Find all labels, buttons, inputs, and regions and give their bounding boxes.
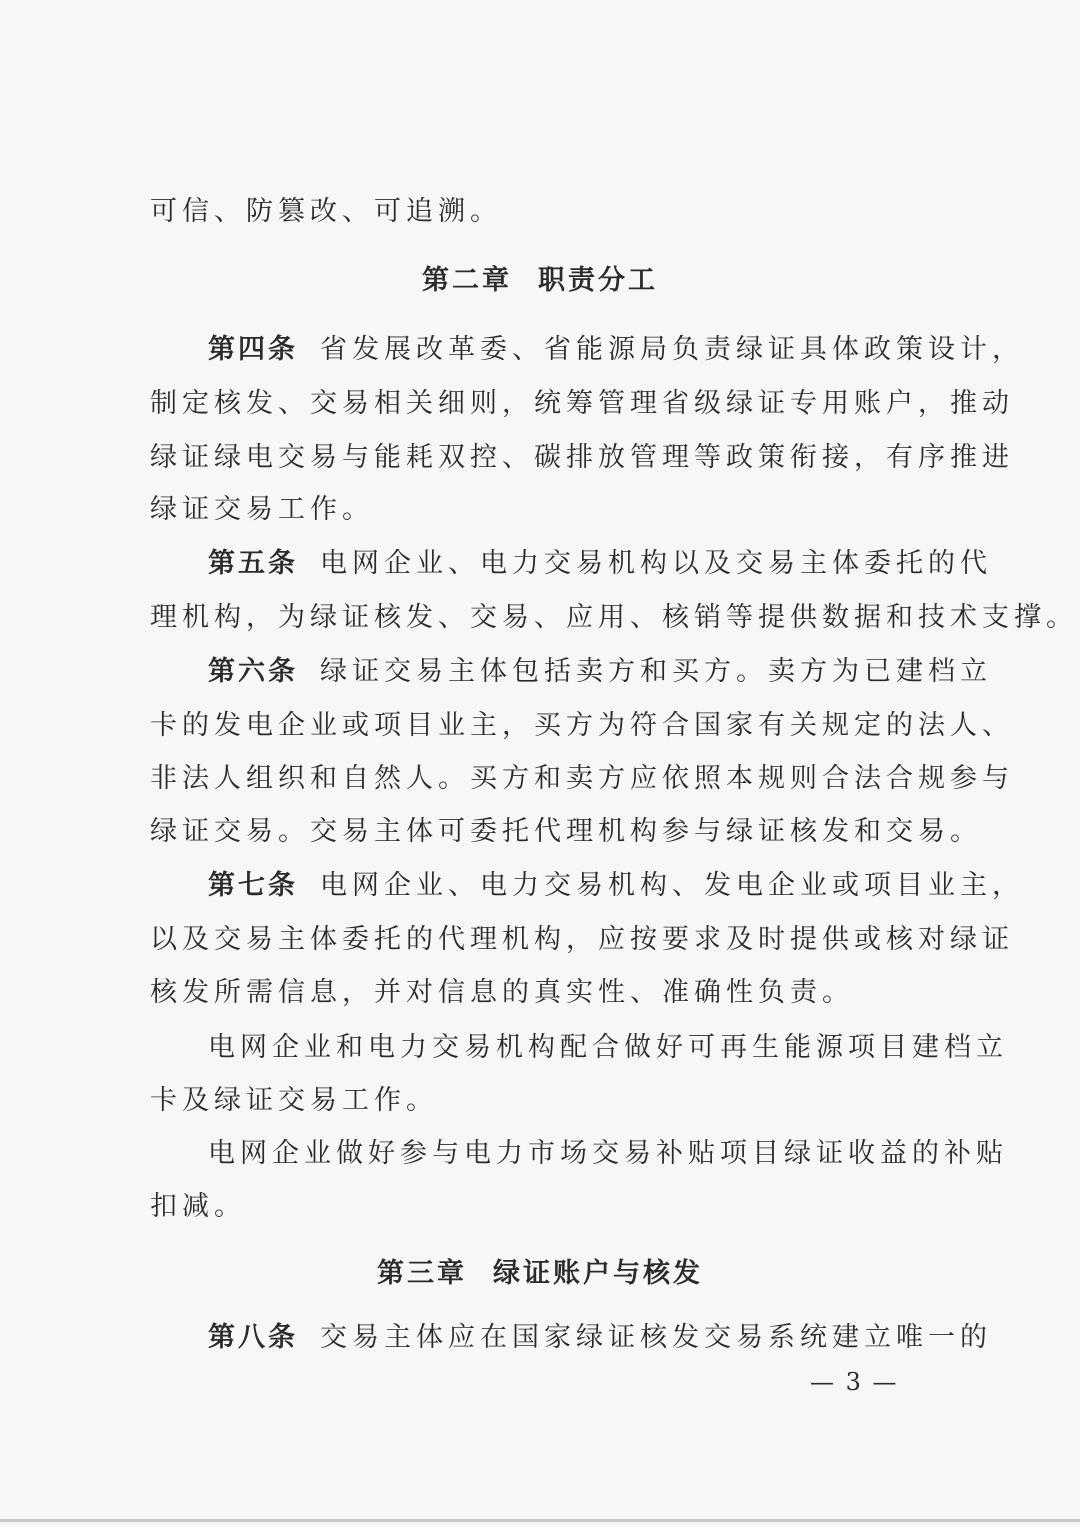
grid-paragraph-line-1: 电网企业和电力交易机构配合做好可再生能源项目建档立 <box>208 1032 1008 1063</box>
article-8-line-1 <box>208 1318 992 1358</box>
article-4-line-3: 绿证绿电交易与能耗双控、碳排放管理等政策衔接，有序推进 <box>150 442 1014 473</box>
article-7-label: 第七条 <box>208 870 298 901</box>
article-6-line-1 <box>208 652 992 692</box>
article-7-line-2: 以及交易主体委托的代理机构，应按要求及时提供或核对绿证 <box>150 924 1014 955</box>
article-6-label: 第六条 <box>208 656 298 687</box>
article-6-line-4: 绿证交易。交易主体可委托代理机构参与绿证核发和交易。 <box>150 816 982 847</box>
article-8-text: 交易主体应在国家绿证核发交易系统建立唯一的 <box>320 1322 992 1353</box>
article-5-label: 第五条 <box>208 548 298 579</box>
chapter-2-title: 职责分工 <box>538 265 658 296</box>
article-5-text: 电网企业、电力交易机构以及交易主体委托的代 <box>320 548 992 579</box>
article-7-line-1 <box>208 866 1024 906</box>
intro-line: 可信、防篡改、可追溯。 <box>150 196 502 227</box>
grid-paragraph-line-2: 卡及绿证交易工作。 <box>150 1085 438 1116</box>
page-number: — 3 — <box>810 1368 899 1396</box>
chapter-2-number: 第二章 <box>422 265 512 296</box>
chapter-2-heading <box>0 261 1080 301</box>
article-8-label: 第八条 <box>208 1322 298 1353</box>
article-7-text: 电网企业、电力交易机构、发电企业或项目业主， <box>320 870 1024 901</box>
article-5-line-1 <box>208 544 992 584</box>
article-6-line-2: 卡的发电企业或项目业主，买方为符合国家有关规定的法人、 <box>150 710 1014 741</box>
subsidy-paragraph-line-2: 扣减。 <box>150 1191 246 1222</box>
chapter-3-number: 第三章 <box>377 1258 467 1289</box>
article-4-line-2: 制定核发、交易相关细则，统筹管理省级绿证专用账户，推动 <box>150 388 1014 419</box>
article-4-text: 省发展改革委、省能源局负责绿证具体政策设计， <box>320 334 1024 365</box>
chapter-3-title: 绿证账户与核发 <box>493 1258 703 1289</box>
article-4-label: 第四条 <box>208 334 298 365</box>
article-4-line-1 <box>208 330 1024 370</box>
article-5-line-2: 理机构，为绿证核发、交易、应用、核销等提供数据和技术支撑。 <box>150 602 1078 633</box>
chapter-3-heading <box>0 1254 1080 1294</box>
article-6-text: 绿证交易主体包括卖方和买方。卖方为已建档立 <box>320 656 992 687</box>
subsidy-paragraph-line-1: 电网企业做好参与电力市场交易补贴项目绿证收益的补贴 <box>208 1138 1008 1169</box>
article-6-line-3: 非法人组织和自然人。买方和卖方应依照本规则合法合规参与 <box>150 763 1014 794</box>
page-bottom-edge <box>0 1519 1080 1522</box>
article-4-line-4: 绿证交易工作。 <box>150 494 374 525</box>
article-7-line-3: 核发所需信息，并对信息的真实性、准确性负责。 <box>150 977 854 1008</box>
